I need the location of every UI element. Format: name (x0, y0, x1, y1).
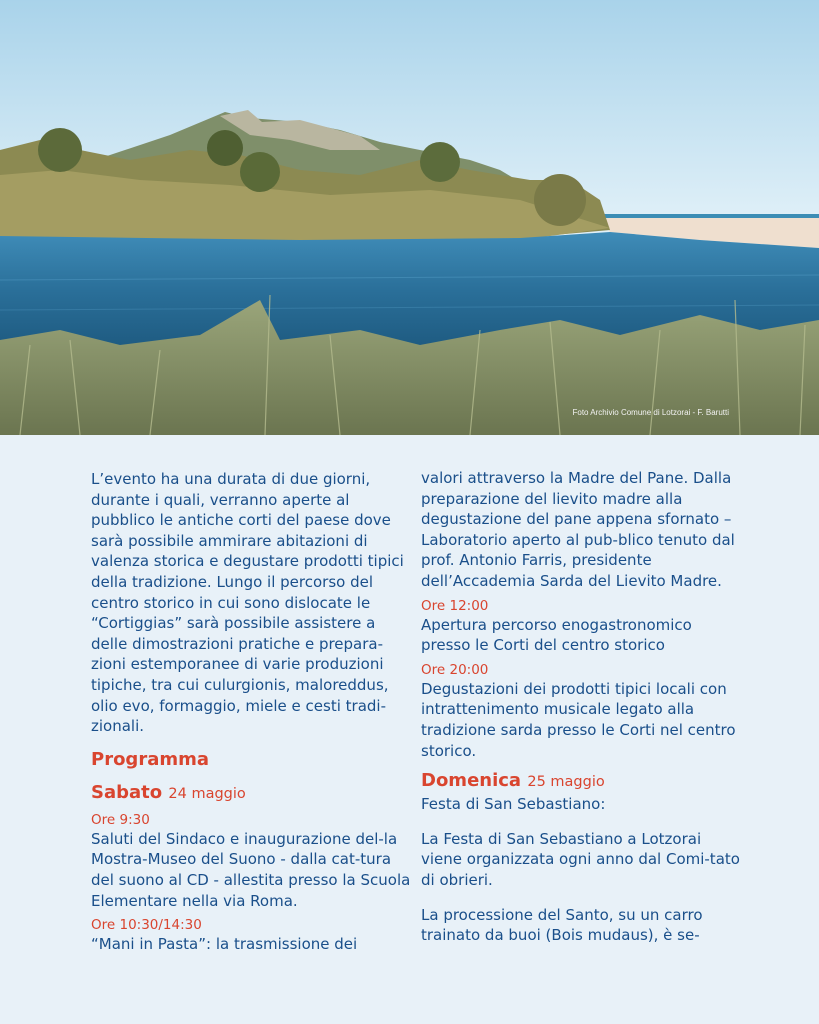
event-3: Apertura percorso enogastronomico presso le Corti del centro storico (421, 615, 692, 655)
article-body (0, 435, 819, 1024)
program-heading: Programma (91, 748, 210, 770)
time-label-4: Ore 20:00 (421, 661, 489, 678)
time-label-1: Ore 9:30 (91, 811, 150, 828)
event-1: Saluti del Sindaco e inaugurazione del-la Mostra-Museo del Suono - dalla cat-tura del suono al CD - allestita presso la Scuola Elementare nella via Roma. (91, 829, 411, 910)
event-4: Degustazioni dei prodotti tipici locali con intrattenimento musicale legato alla tradizione sarda presso le Corti nel centro storico. (421, 679, 736, 760)
festa-paragraph: La Festa di San Sebastiano a Lotzorai viene organizzata ogni anno dal Comi-tato di obrieri. (421, 829, 740, 889)
saturday-date: 24 maggio (168, 785, 246, 802)
landscape-photo (0, 0, 819, 435)
time-label-2: Ore 10:30/14:30 (91, 917, 202, 934)
intro-paragraph: L’evento ha una durata di due giorni, durante i quali, verranno aperte al pubblico le antiche corti del paese dove sarà possibile ammirare abitazioni di valenza storica e degustare prodotti tipici della tradizione. Lungo il percorso del centro storico in cui sono dislocate le “Cortiggias” sarà possibile assistere a delle dimostrazioni pratiche e prepara-zioni estemporanee di varie produzioni tipiche, tra cui culurgionis, maloreddus, olio evo, formaggio, miele e cesti tradi-zionali. (91, 470, 404, 736)
time-label-3: Ore 12:00 (421, 597, 489, 614)
sunday-heading (421, 769, 741, 794)
saturday-label: Sabato (91, 781, 163, 803)
event-2-start: “Mani in Pasta”: la trasmissione dei (91, 935, 358, 954)
event-2-continued: valori attraverso la Madre del Pane. Dalla preparazione del lievito madre alla degustazione del pane appena sfornato – Laboratorio aperto al pub-blico tenuto dal prof. Antonio Farris, presidente dell’Accademia Sarda del Lievito Madre. (421, 469, 735, 590)
procession-paragraph: La processione del Santo, su un carro trainato da buoi (Bois mudaus), è se- (421, 905, 703, 945)
right-column (421, 468, 741, 946)
sunday-date: 25 maggio (527, 774, 605, 791)
sunday-label: Domenica (421, 770, 522, 792)
saturday-heading (91, 781, 411, 806)
photo-credit: Foto Archivio Comune di Lotzorai - F. Barutti (572, 408, 729, 417)
left-column (91, 469, 411, 955)
festa-title: Festa di San Sebastiano: (421, 795, 606, 814)
